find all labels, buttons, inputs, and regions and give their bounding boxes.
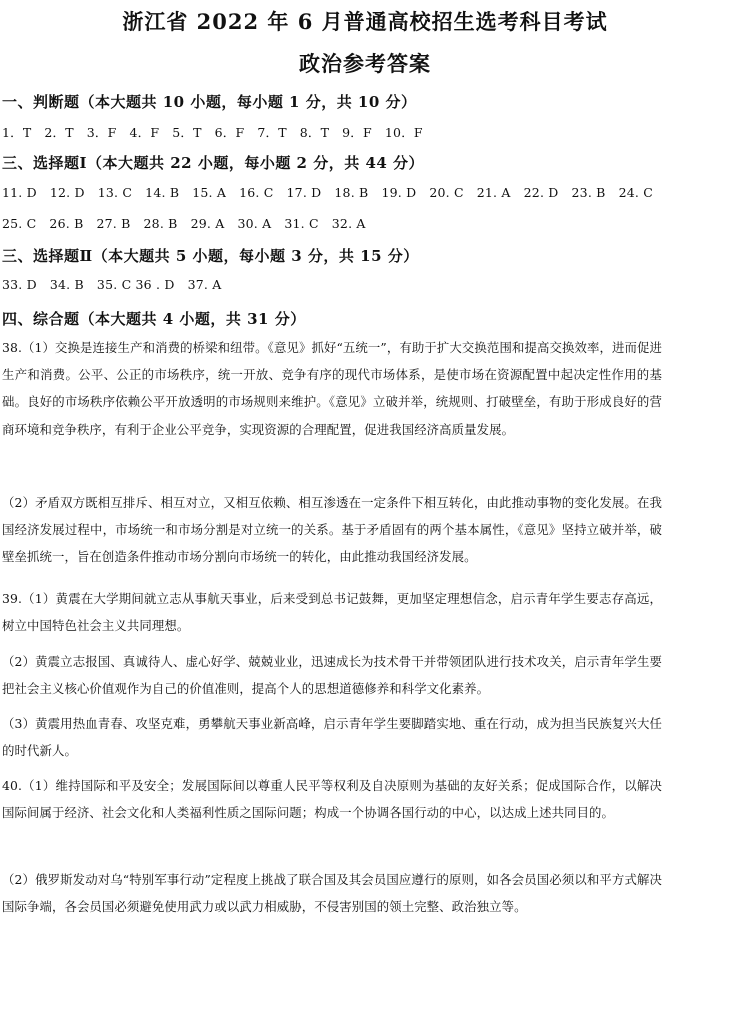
answer-item: 25. C <box>2 216 37 231</box>
answer-item: 22. D <box>523 185 559 200</box>
section-heading-judgment: 一、判断题（本大题共 10 小题，每小题 1 分，共 10 分） <box>2 93 417 111</box>
essay-paragraph-39-2: （2）黄震立志报国、真诚待人、虚心好学、兢兢业业，迅速成长为技术骨干并带领团队进行技术攻关，启示青年学生要把社会主义核心价值观作为自己的价值准则，提高个人的思想道德修养和科学文化素养。 <box>2 654 662 697</box>
answer-row-judgment <box>2 123 436 141</box>
answer-item: 16. C <box>239 185 274 200</box>
answer-item: 11. D <box>2 185 37 200</box>
answer-item: 17. D <box>286 185 322 200</box>
answer-item: 21. A <box>476 185 511 200</box>
essay-paragraph-39-1: 39.（1）黄震在大学期间就立志从事航天事业，后来受到总书记鼓舞，更加坚定理想信念，启示青年学生要志存高远，树立中国特色社会主义共同理想。 <box>2 591 662 634</box>
answer-item: 2．T <box>44 125 74 140</box>
answer-item: 3．F <box>86 125 117 140</box>
answer-item: 37. A <box>187 277 222 292</box>
essay-paragraph-40-2: （2）俄罗斯发动对乌“特别军事行动”定程度上挑战了联合国及其会员国应遵行的原则，如各会员国必须以和平方式解决国际争端，各会员国必须避免使用武力或以武力相威胁，不侵害别国的领土完整、政治独立等。 <box>2 872 662 915</box>
answer-item: 30. A <box>237 216 272 231</box>
answer-item: 26. B <box>49 216 84 231</box>
answer-subtitle: 政治参考答案 <box>299 51 431 76</box>
answer-row-choice-1a <box>2 185 653 200</box>
answer-item: 28. B <box>143 216 178 231</box>
answer-item: 32. A <box>331 216 366 231</box>
answer-item: 1．T <box>2 125 32 140</box>
section-heading-choice-1: 三、选择题Ⅰ（本大题共 22 小题，每小题 2 分，共 44 分） <box>2 154 425 172</box>
essay-paragraph-40-1: 40.（1）维持国际和平及安全；发展国际间以尊重人民平等权利及自决原则为基础的友好关系；促成国际合作，以解决国际间属于经济、社会文化和人类福利性质之国际问题；构成一个协调各国行动的中心，以达成上述共同目的。 <box>2 778 662 821</box>
answer-item: 18. B <box>334 185 369 200</box>
answer-item: 15. A <box>192 185 227 200</box>
answer-item: 27. B <box>96 216 131 231</box>
answer-item: 24. C <box>618 185 653 200</box>
answer-item: 31. C <box>284 216 319 231</box>
answer-item: 5．T <box>172 125 202 140</box>
section-heading-comprehensive: 四、综合题（本大题共 4 小题，共 31 分） <box>2 310 306 328</box>
essay-paragraph-38-1: 38.（1）交换是连接生产和消费的桥梁和纽带。《意见》抓好“五统一”，有助于扩大交换范围和提高交换效率，进而促进生产和消费。公平、公正的市场秩序，统一开放、竞争有序的现代市场体系，是使市场在资源配置中起决定性作用的基础。良好的市场秩序依赖公平开放透明的市场规则来维护。《意见》立破并举，统规则、打破壁垒，有助于形成良好的营商环境和竞争秩序，有利于企业公平竞争，实现资源的合理配置，促进我国经济高质量发展。 <box>2 340 662 437</box>
answer-item: 13. C <box>97 185 133 200</box>
answer-item: 6．F <box>214 125 245 140</box>
essay-paragraph-39-3: （3）黄震用热血青春、攻坚克难，勇攀航天事业新高峰，启示青年学生要脚踏实地、重在行动，成为担当民族复兴大任的时代新人。 <box>2 716 662 759</box>
answer-item: 10．F <box>384 125 423 140</box>
exam-title: 浙江省 2022 年 6 月普通高校招生选考科目考试 <box>122 9 608 34</box>
answer-item: 8．T <box>299 125 330 140</box>
answer-item: 9．F <box>342 125 372 140</box>
essay-paragraph-38-2: （2）矛盾双方既相互排斥、相互对立，又相互依赖、相互渗透在一定条件下相互转化，由此推动事物的变化发展。在我国经济发展过程中，市场统一和市场分割是对立统一的关系。基于矛盾固有的两个基本属性，《意见》坚持立破并举，破壁垒抓统一，旨在创造条件推动市场分割向市场统一的转化，由此推动我国经济发展。 <box>2 495 662 565</box>
answer-row-choice-2 <box>2 277 234 292</box>
section-heading-choice-2: 三、选择题Ⅱ（本大题共 5 小题，每小题 3 分，共 15 分） <box>2 247 419 265</box>
answer-row-choice-1b <box>2 216 379 231</box>
answer-item: 35. C 36 . D <box>96 277 175 292</box>
answer-item: 12. D <box>49 185 85 200</box>
answer-item: 29. A <box>190 216 225 231</box>
answer-item: 23. B <box>571 185 606 200</box>
answer-item: 19. D <box>381 185 417 200</box>
answer-item: 4．F <box>129 125 160 140</box>
answer-item: 33. D <box>2 277 37 292</box>
answer-item: 14. B <box>145 185 180 200</box>
answer-item: 7．T <box>257 125 287 140</box>
answer-item: 34. B <box>49 277 84 292</box>
answer-item: 20. C <box>429 185 464 200</box>
